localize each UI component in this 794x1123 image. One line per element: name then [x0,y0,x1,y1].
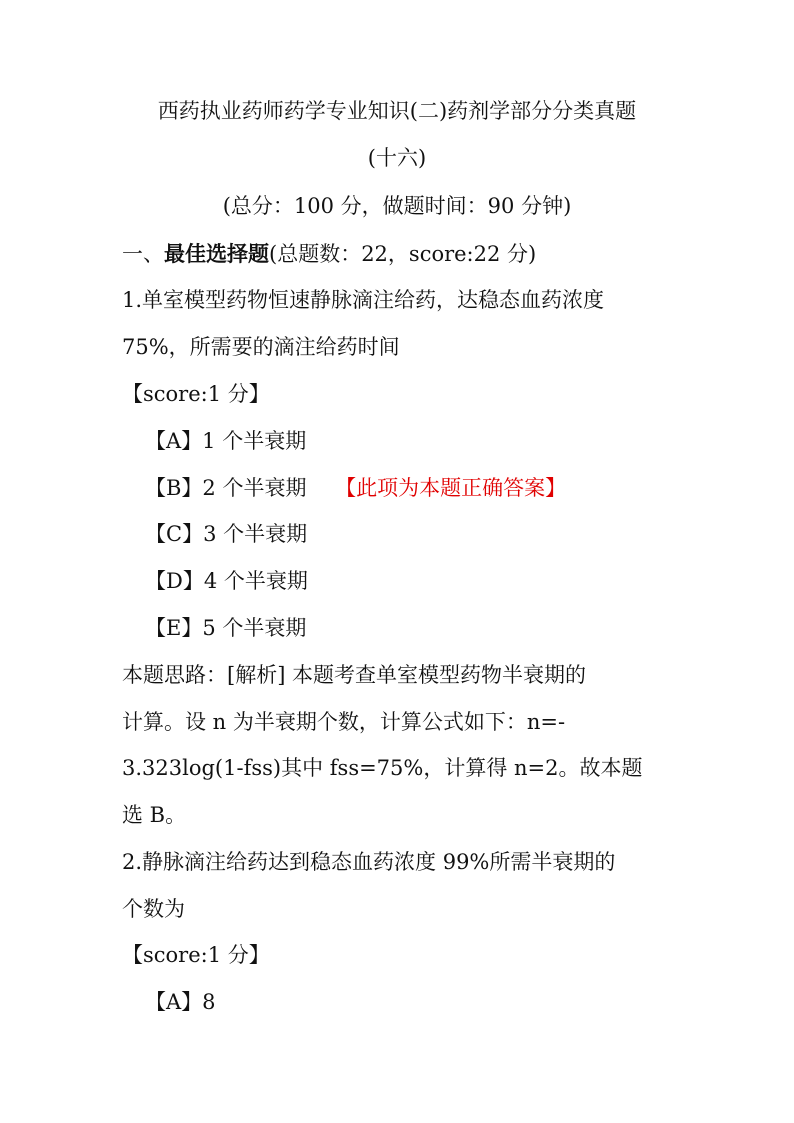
question-2-stem-line-2: 个数为 [122,897,185,921]
explanation-line-1: 本题思路：[解析] 本题考查单室模型药物半衰期的 [122,663,587,687]
question-1-stem-line-1: 1.单室模型药物恒速静脉滴注给药，达稳态血药浓度 [122,288,605,312]
explanation-line-4: 选 B。 [122,803,187,827]
question-2-stem-line-1: 2.静脉滴注给药达到稳态血药浓度 99%所需半衰期的 [122,850,616,874]
question-1-option-c: 【C】3 个半衰期 [145,522,308,546]
question-1-option-d: 【D】4 个半衰期 [145,569,308,593]
question-2-option-a: 【A】8 [145,990,216,1014]
explanation-line-3: 3.323log(1-fss)其中 fss=75%，计算得 n=2。故本题 [122,756,643,780]
section-name: 最佳选择题 [164,241,269,266]
question-2-score: 【score:1 分】 [122,943,270,967]
section-heading [122,243,536,265]
question-1-option-b [145,478,566,499]
document-title-line-1: 西药执业药师药学专业知识(二)药剂学部分分类真题 [157,99,637,123]
section-info: (总题数：22，score:22 分) [269,242,537,266]
question-1-stem-line-2: 75%，所需要的滴注给药时间 [122,335,400,359]
document-title-line-2: (十六) [367,146,427,170]
question-1-score: 【score:1 分】 [122,382,270,406]
section-prefix: 一、 [122,242,164,266]
question-1-option-e: 【E】5 个半衰期 [145,616,307,640]
correct-answer-mark: 【此项为本题正确答案】 [335,476,567,500]
question-1-option-a: 【A】1 个半衰期 [145,429,307,453]
explanation-line-2: 计算。设 n 为半衰期个数，计算公式如下：n=- [122,710,566,734]
question-1-option-b-text: 【B】2 个半衰期 [145,476,307,500]
exam-meta: (总分：100 分，做题时间：90 分钟) [222,194,572,218]
